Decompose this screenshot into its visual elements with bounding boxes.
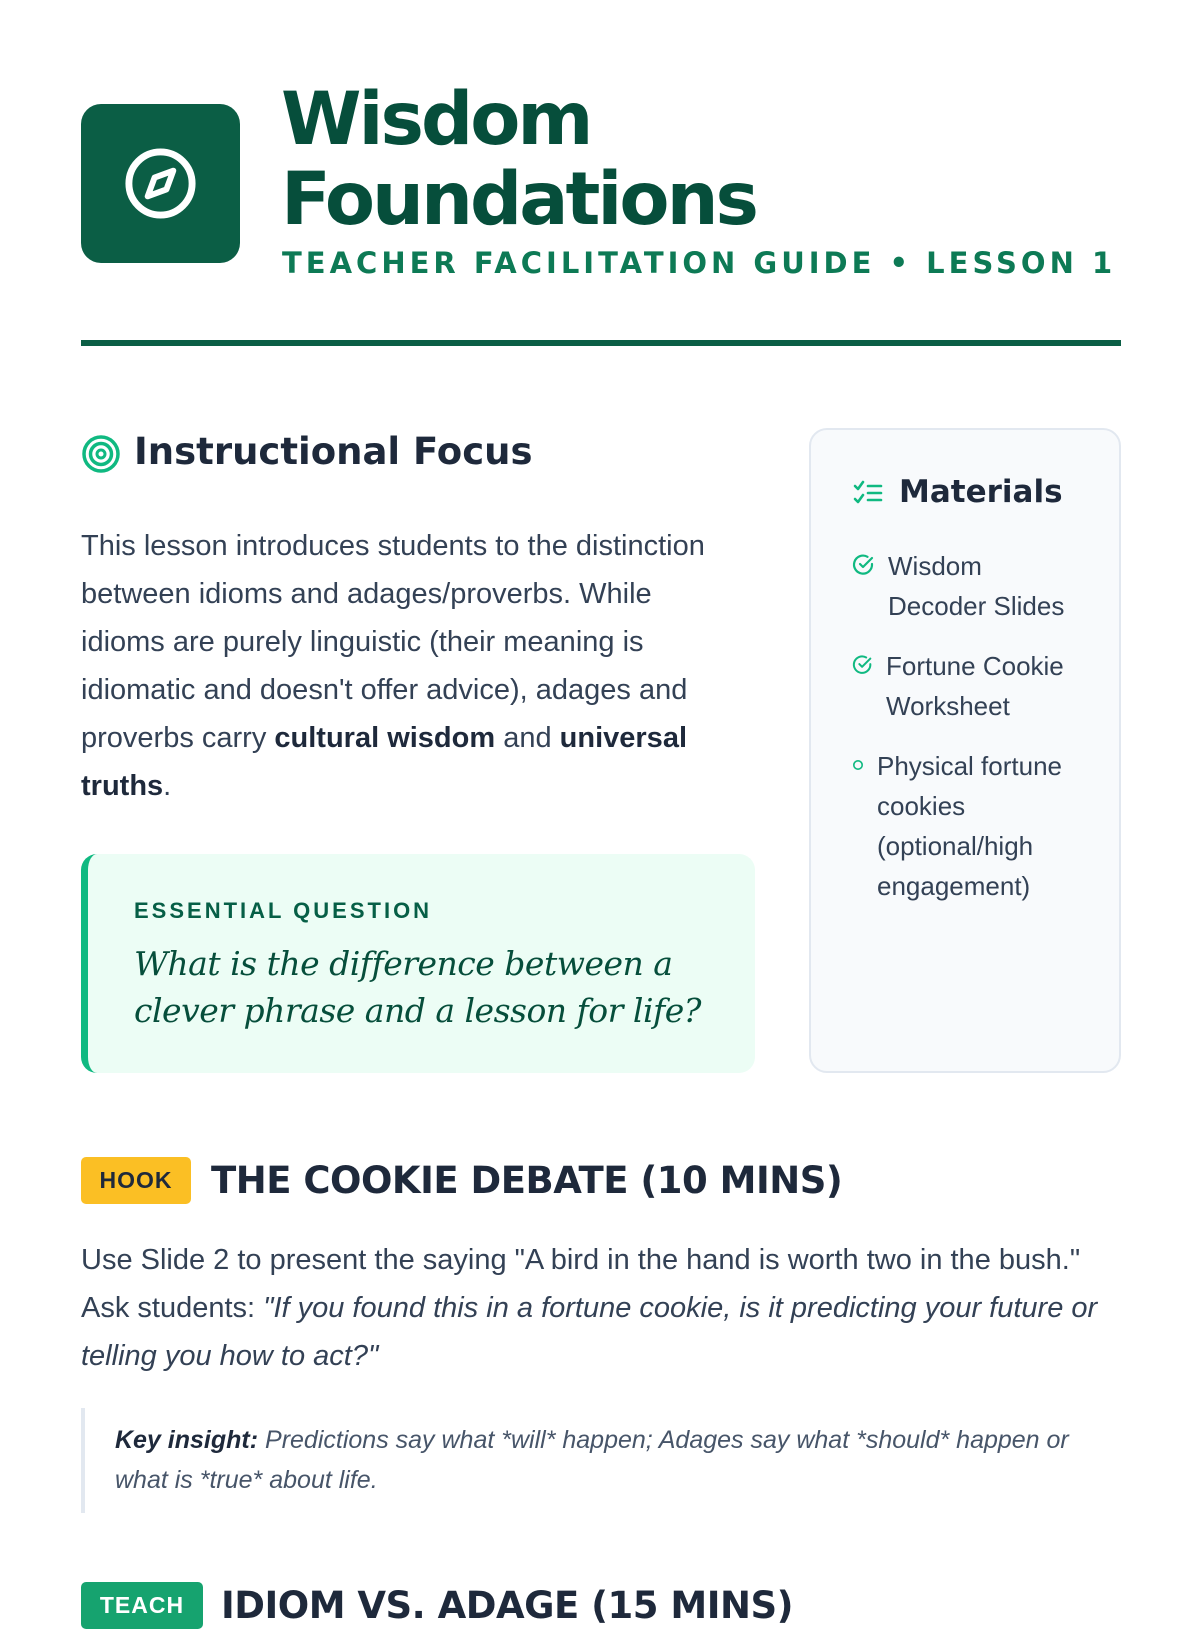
- page-header: [81, 77, 1121, 280]
- hook-body-quote: "If you found this in a fortune cookie, is it predicting your future or telling you how to act?": [81, 1292, 1098, 1372]
- hook-body-text: Use Slide 2 to present the saying "A bird in the hand is worth two in the bush." Ask students:: [81, 1244, 1081, 1324]
- circle-dot-icon: [852, 759, 864, 771]
- hook-paragraph: [81, 1236, 1126, 1380]
- materials-item-slides: [852, 546, 1064, 626]
- hook-badge: HOOK: [81, 1157, 191, 1204]
- hook-section-title: THE COOKIE DEBATE (10 MINS): [211, 1159, 843, 1202]
- focus-body-text: This lesson introduces students to the distinction between idioms and adages/proverbs. While idioms are purely linguistic (their meaning is idiomatic and doesn't offer advice), adages and proverbs carry: [81, 530, 705, 754]
- materials-item-line: Worksheet: [886, 691, 1010, 721]
- focus-bold-cultural-wisdom: cultural wisdom: [274, 722, 496, 754]
- materials-item-worksheet: [852, 646, 1064, 726]
- essential-question-callout: [81, 854, 755, 1073]
- focus-and: and: [495, 722, 560, 754]
- materials-item-line: Fortune Cookie: [886, 651, 1064, 681]
- focus-title: Instructional Focus: [134, 430, 533, 473]
- materials-item-line: cookies: [877, 791, 966, 821]
- focus-period: .: [163, 770, 172, 802]
- page-subtitle: TEACHER FACILITATION GUIDE • LESSON 1: [282, 246, 1117, 280]
- materials-item-line: Decoder Slides: [888, 591, 1065, 621]
- logo-tile: [81, 104, 240, 263]
- compass-icon: [121, 144, 200, 223]
- target-icon: [81, 434, 121, 474]
- check-circle-icon: [852, 553, 876, 577]
- teach-section-title: IDIOM VS. ADAGE (15 MINS): [221, 1584, 794, 1627]
- key-insight-text: [115, 1420, 1105, 1500]
- page-title: [281, 77, 1041, 242]
- essential-question-label: ESSENTIAL QUESTION: [134, 898, 433, 923]
- focus-paragraph: [81, 522, 741, 810]
- key-insight-blockquote: [81, 1408, 1121, 1513]
- materials-item-line: engagement): [877, 871, 1031, 901]
- title-line-1: Wisdom: [281, 77, 591, 162]
- materials-item-line: (optional/high: [877, 831, 1034, 861]
- materials-title: Materials: [899, 474, 1063, 510]
- essential-question-text: What is the difference between a clever phrase and a lesson for life?: [134, 944, 701, 1030]
- materials-card: [809, 428, 1121, 1073]
- teach-badge: TEACH: [81, 1582, 203, 1629]
- title-line-2: Foundations: [281, 157, 757, 242]
- materials-item-cookies: [852, 746, 1062, 906]
- check-circle-icon: [852, 654, 874, 676]
- materials-item-line: Wisdom: [888, 551, 982, 581]
- key-insight-body: Predictions say what *will* happen; Adages say what *should* happen or what is *true* about life.: [115, 1426, 1069, 1494]
- checklist-icon: [852, 478, 884, 510]
- key-insight-label: Key insight:: [115, 1426, 259, 1454]
- header-divider: [81, 340, 1121, 346]
- materials-item-line: Physical fortune: [877, 751, 1062, 781]
- focus-bold-universal-truths: universal truths: [81, 722, 687, 802]
